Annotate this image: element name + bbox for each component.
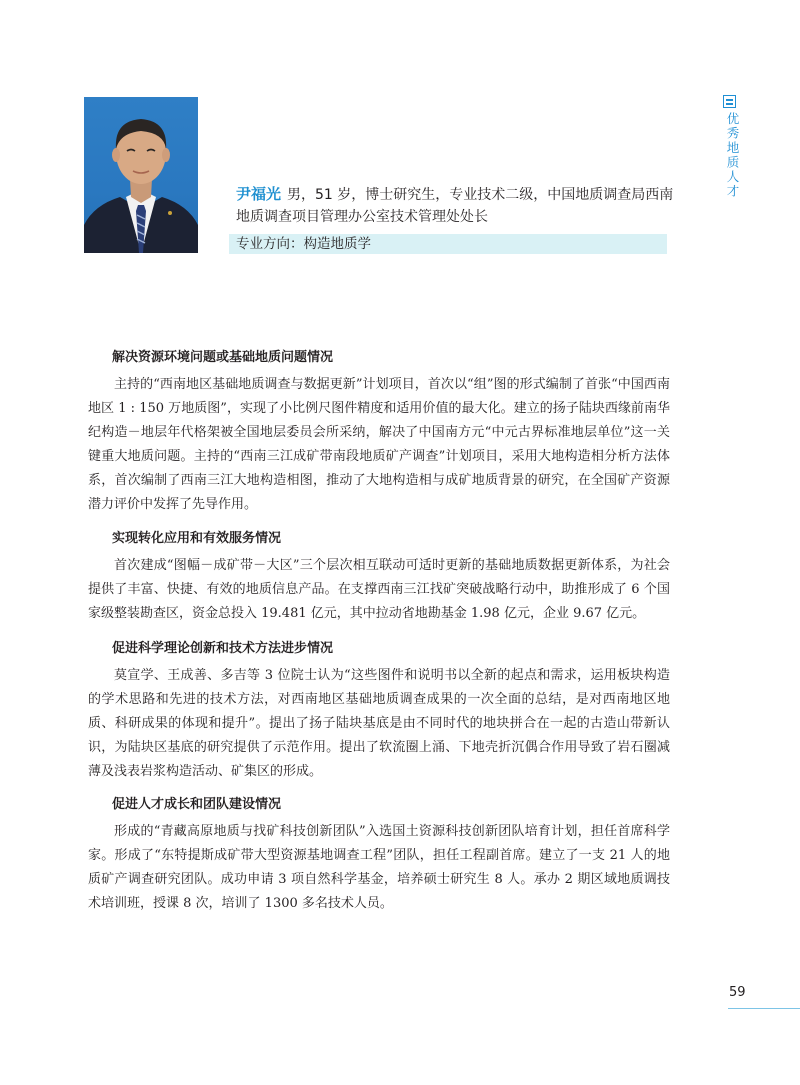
- person-name: 尹福光: [236, 185, 282, 203]
- section-theory-innovation: [88, 640, 670, 784]
- side-tab-label: 优秀地质人才: [725, 112, 740, 199]
- section-body: 主持的“西南地区基础地质调查与数据更新”计划项目，首次以“组”图的形式编制了首张“中国西南地区 1 : 150 万地质图”，实现了小比例尺图件精度和适用价值的最大化。建立的扬子陆块西缘前南华纪构造－地层年代格架被全国地层委员会所采纳，解决了中国南方元“中元古界标准地层单位”这一关键重大地质问题。主持的“西南三江成矿带南段地质矿产调查”计划项目，采用大地构造相分析方法体系，首次编制了西南三江大地构造相图，推动了大地构造相与成矿地质背景的研究，在全国矿产资源潜力评价中发挥了先导作用。: [88, 377, 670, 512]
- page-number-rule: [728, 1008, 800, 1009]
- person-description: 男，51 岁，博士研究生，专业技术二级，中国地质调查局西南地质调查项目管理办公室技术管理处处长: [236, 187, 674, 225]
- section-heading: 实现转化应用和有效服务情况: [112, 531, 282, 546]
- section-body: 形成的“青藏高原地质与找矿科技创新团队”入选国土资源科技创新团队培育计划，担任首席科学家。形成了“东特提斯成矿带大型资源基地调查工程”团队，担任工程副首席。建立了一支 21 人的地质矿产调查研究团队。成功申请 3 项自然科学基金，培养硕士研究生 8 人。承办 2 期区域地质调技术培训班，授课 8 次，培训了 1300 多名技术人员。: [88, 824, 670, 911]
- portrait-photo: [84, 97, 198, 253]
- section-application-service: [88, 530, 670, 626]
- section-talent-team: [88, 796, 670, 916]
- section-resource-problems: [88, 349, 670, 517]
- section-heading: 促进科学理论创新和技术方法进步情况: [112, 641, 334, 656]
- profile-summary: [236, 183, 676, 228]
- section-side-tab: [722, 95, 738, 199]
- list-icon: [723, 95, 736, 108]
- section-heading: 促进人才成长和团队建设情况: [112, 797, 282, 812]
- section-body: 首次建成“图幅－成矿带－大区”三个层次相互联动可适时更新的基础地质数据更新体系，为社会提供了丰富、快捷、有效的地质信息产品。在支撑西南三江找矿突破战略行动中，助推形成了 6 个国家级整装勘查区，资金总投入 19.481 亿元，其中拉动省地勘基金 1.98 亿元，企业 9.67 亿元。: [88, 558, 670, 621]
- section-body: 莫宣学、王成善、多吉等 3 位院士认为“这些图件和说明书以全新的起点和需求，运用板块构造的学术思路和先进的技术方法，对西南地区基础地质调查成果的一次全面的总结，是对西南地区地质、科研成果的体现和提升”。提出了扬子陆块基底是由不同时代的地块拼合在一起的古造山带新认识，为陆块区基底的研究提供了示范作用。提出了软流圈上涌、下地壳折沉偶合作用导致了岩石圈减薄及浅表岩浆构造活动、矿集区的形成。: [88, 668, 670, 779]
- research-field: 专业方向：构造地质学: [229, 234, 667, 254]
- section-heading: 解决资源环境问题或基础地质问题情况: [112, 350, 334, 365]
- page-number: 59: [729, 985, 746, 1000]
